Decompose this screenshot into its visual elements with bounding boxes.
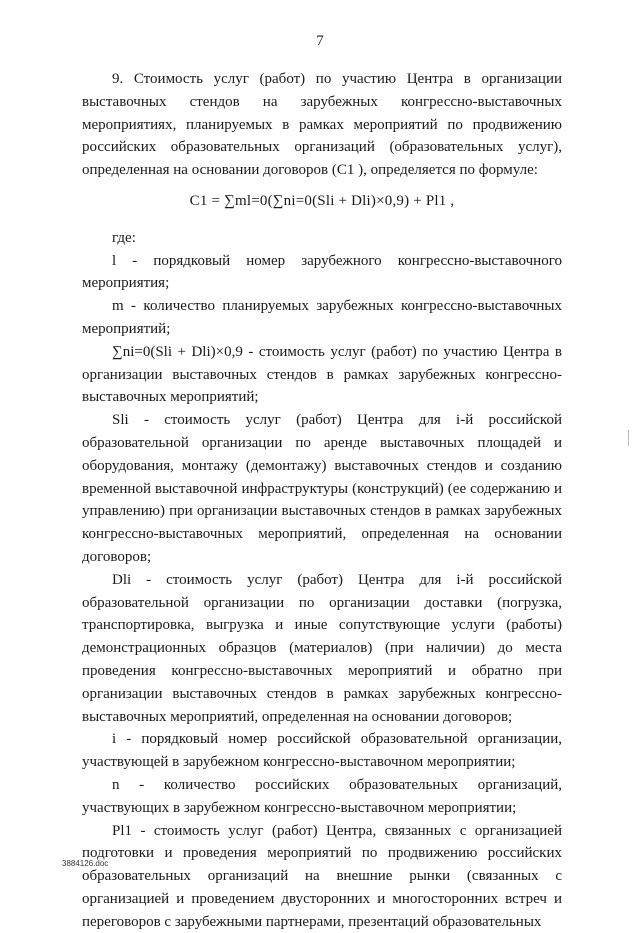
definition-l: l - порядковый номер зарубежного конгрессно-выставочного мероприятия; <box>82 250 562 296</box>
definition-m: m - количество планируемых зарубежных конгрессно-выставочных мероприятий; <box>82 295 562 341</box>
page-number: 7 <box>0 30 640 53</box>
definition-d: Dli - стоимость услуг (работ) Центра для i-й российской образовательной организации по организации доставки (погрузка, транспортировка, выгрузка и иные сопутствующие услуги (работы) демонстрационных образцов (материалов) (при наличии) до места проведения конгрессно-выставочных мероприятий и обратно при организации выставочных стендов в рамках зарубежных конгрессно-выставочных мероприятий, определенная на основании договоров; <box>82 569 562 729</box>
definition-sum: ∑ni=0(Sli + Dli)×0,9 - стоимость услуг (работ) по участию Центра в организации выставочных стендов в рамках зарубежных конгрессно-выставочных мероприятий; <box>82 341 562 409</box>
where-label: где: <box>82 227 562 250</box>
file-footer: 3884126.doc <box>62 853 108 876</box>
definition-i: i - порядковый номер российской образовательной организации, участвующей в зарубежном конгрессно-выставочном мероприятии; <box>82 728 562 774</box>
document-body <box>82 68 562 933</box>
definition-p: Pl1 - стоимость услуг (работ) Центра, связанных с организацией подготовки и проведения мероприятий по продвижению российских образовательных организаций на внешние рынки (связанных с организацией и проведением двусторонних и многосторонних встреч и переговоров с зарубежными партнерами, презентаций образовательных <box>82 820 562 933</box>
cost-formula: C1 = ∑ml=0(∑ni=0(Sli + Dli)×0,9) + Pl1 , <box>82 190 562 213</box>
margin-mark <box>628 430 629 446</box>
definition-s: Sli - стоимость услуг (работ) Центра для i-й российской образовательной организации по аренде выставочных площадей и оборудования, монтажу (демонтажу) выставочных стендов и созданию временной выставочной инфраструктуры (конструкций) (ее содержанию и управлению) при организации выставочных стендов в рамках зарубежных конгрессно-выставочных мероприятий, определенная на основании договоров; <box>82 409 562 569</box>
definition-n: n - количество российских образовательных организаций, участвующих в зарубежном конгрессно-выставочном мероприятии; <box>82 774 562 820</box>
paragraph-intro: 9. Стоимость услуг (работ) по участию Центра в организации выставочных стендов на зарубежных конгрессно-выставочных мероприятиях, планируемых в рамках мероприятий по продвижению российских образовательных организаций (образовательных услуг), определенная на основании договоров (C1 ), определяется по формуле: <box>82 68 562 182</box>
